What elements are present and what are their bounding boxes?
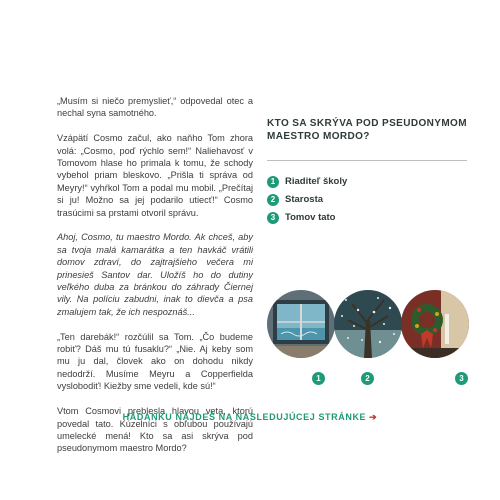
story-paragraph: Vzápätí Cosmo začul, ako naňho Tom zhora volá: „Cosmo, poď rýchlo sem!“ Naliehavosť v Tomovom hlase ho primala k tomu, že schody vybehol priam bleskovo. „Prišla ti správa od Meyry!“ vyhŕkol Tom a podal mu mobil. „Prečítaj si ju! Možno sa jej podarilo utiecť!“ Cosmo trasúcimi sa prstami otvoril správu. xyxy=(57,133,253,218)
picture-badge-3: 3 xyxy=(455,372,468,385)
christmas-wreath-door-picture[interactable] xyxy=(401,290,469,358)
quiz-divider xyxy=(267,160,467,161)
story-paragraph: „Musím si niečo premyslieť,“ odpovedal otec a nechal syna samotného. xyxy=(57,96,253,119)
quiz-option-1[interactable] xyxy=(267,174,467,189)
option-label: Tomov tato xyxy=(285,212,336,223)
quiz-option-2[interactable] xyxy=(267,192,467,207)
story-message-paragraph: Ahoj, Cosmo, tu maestro Mordo. Ak chceš, aby sa tvoja malá kamarátka a ten havkáč vrátili domov zdraví, do zajtrajšieho večera mi prinesieš Santov dar. Uložíš ho do dutiny veľkého duba za bránkou do záhrady Čiernej vily. Na políciu zabudni, inak to dievča a psa zmalujem tak, že ich nespoznáš... xyxy=(57,232,253,317)
window-pool-icon xyxy=(267,290,335,358)
quiz-option-3[interactable] xyxy=(267,210,467,225)
picture-badge-2: 2 xyxy=(361,372,374,385)
arrow-right-icon: ➔ xyxy=(369,412,378,422)
quiz-panel xyxy=(267,117,467,228)
window-pool-picture[interactable] xyxy=(267,290,335,358)
option-label: Starosta xyxy=(285,194,324,205)
quiz-options xyxy=(267,174,467,225)
next-page-hint-text: HÁDANKU NÁJDEŠ NA NASLEDUJÚCEJ STRÁNKE xyxy=(122,412,367,422)
picture-badge-1: 1 xyxy=(312,372,325,385)
snowy-tree-picture[interactable] xyxy=(334,290,402,358)
snowy-tree-icon xyxy=(334,290,402,358)
next-page-hint xyxy=(0,412,500,423)
story-paragraph: „Ten darebák!“ rozčúlil sa Tom. „Čo budeme robiť? Dáš mu tú fusaklu?“ „Nie. Aj keby som mu ju dal, človek ako on dohodu nikdy nedodrží. Musíme Meyru a Copperfielda vyslobodiť! Kiežby sme vedeli, kde sú!“ xyxy=(57,331,253,392)
picture-clues xyxy=(0,286,500,386)
story-paragraph: Vtom Cosmovi preblesla hlavou veta, ktorú povedal tato. Kúzelníci s obľubou používajú umelecké mená! Kto sa asi skrýva pod pseudonymom maestro Mordo? xyxy=(57,406,253,454)
option-label: Riaditeľ školy xyxy=(285,176,348,187)
christmas-wreath-icon xyxy=(401,290,469,358)
option-number-badge: 3 xyxy=(267,212,279,224)
quiz-title: KTO SA SKRÝVA POD PSEUDONYMOM MAESTRO MORDO? xyxy=(267,118,467,142)
option-number-badge: 2 xyxy=(267,194,279,206)
option-number-badge: 1 xyxy=(267,176,279,188)
